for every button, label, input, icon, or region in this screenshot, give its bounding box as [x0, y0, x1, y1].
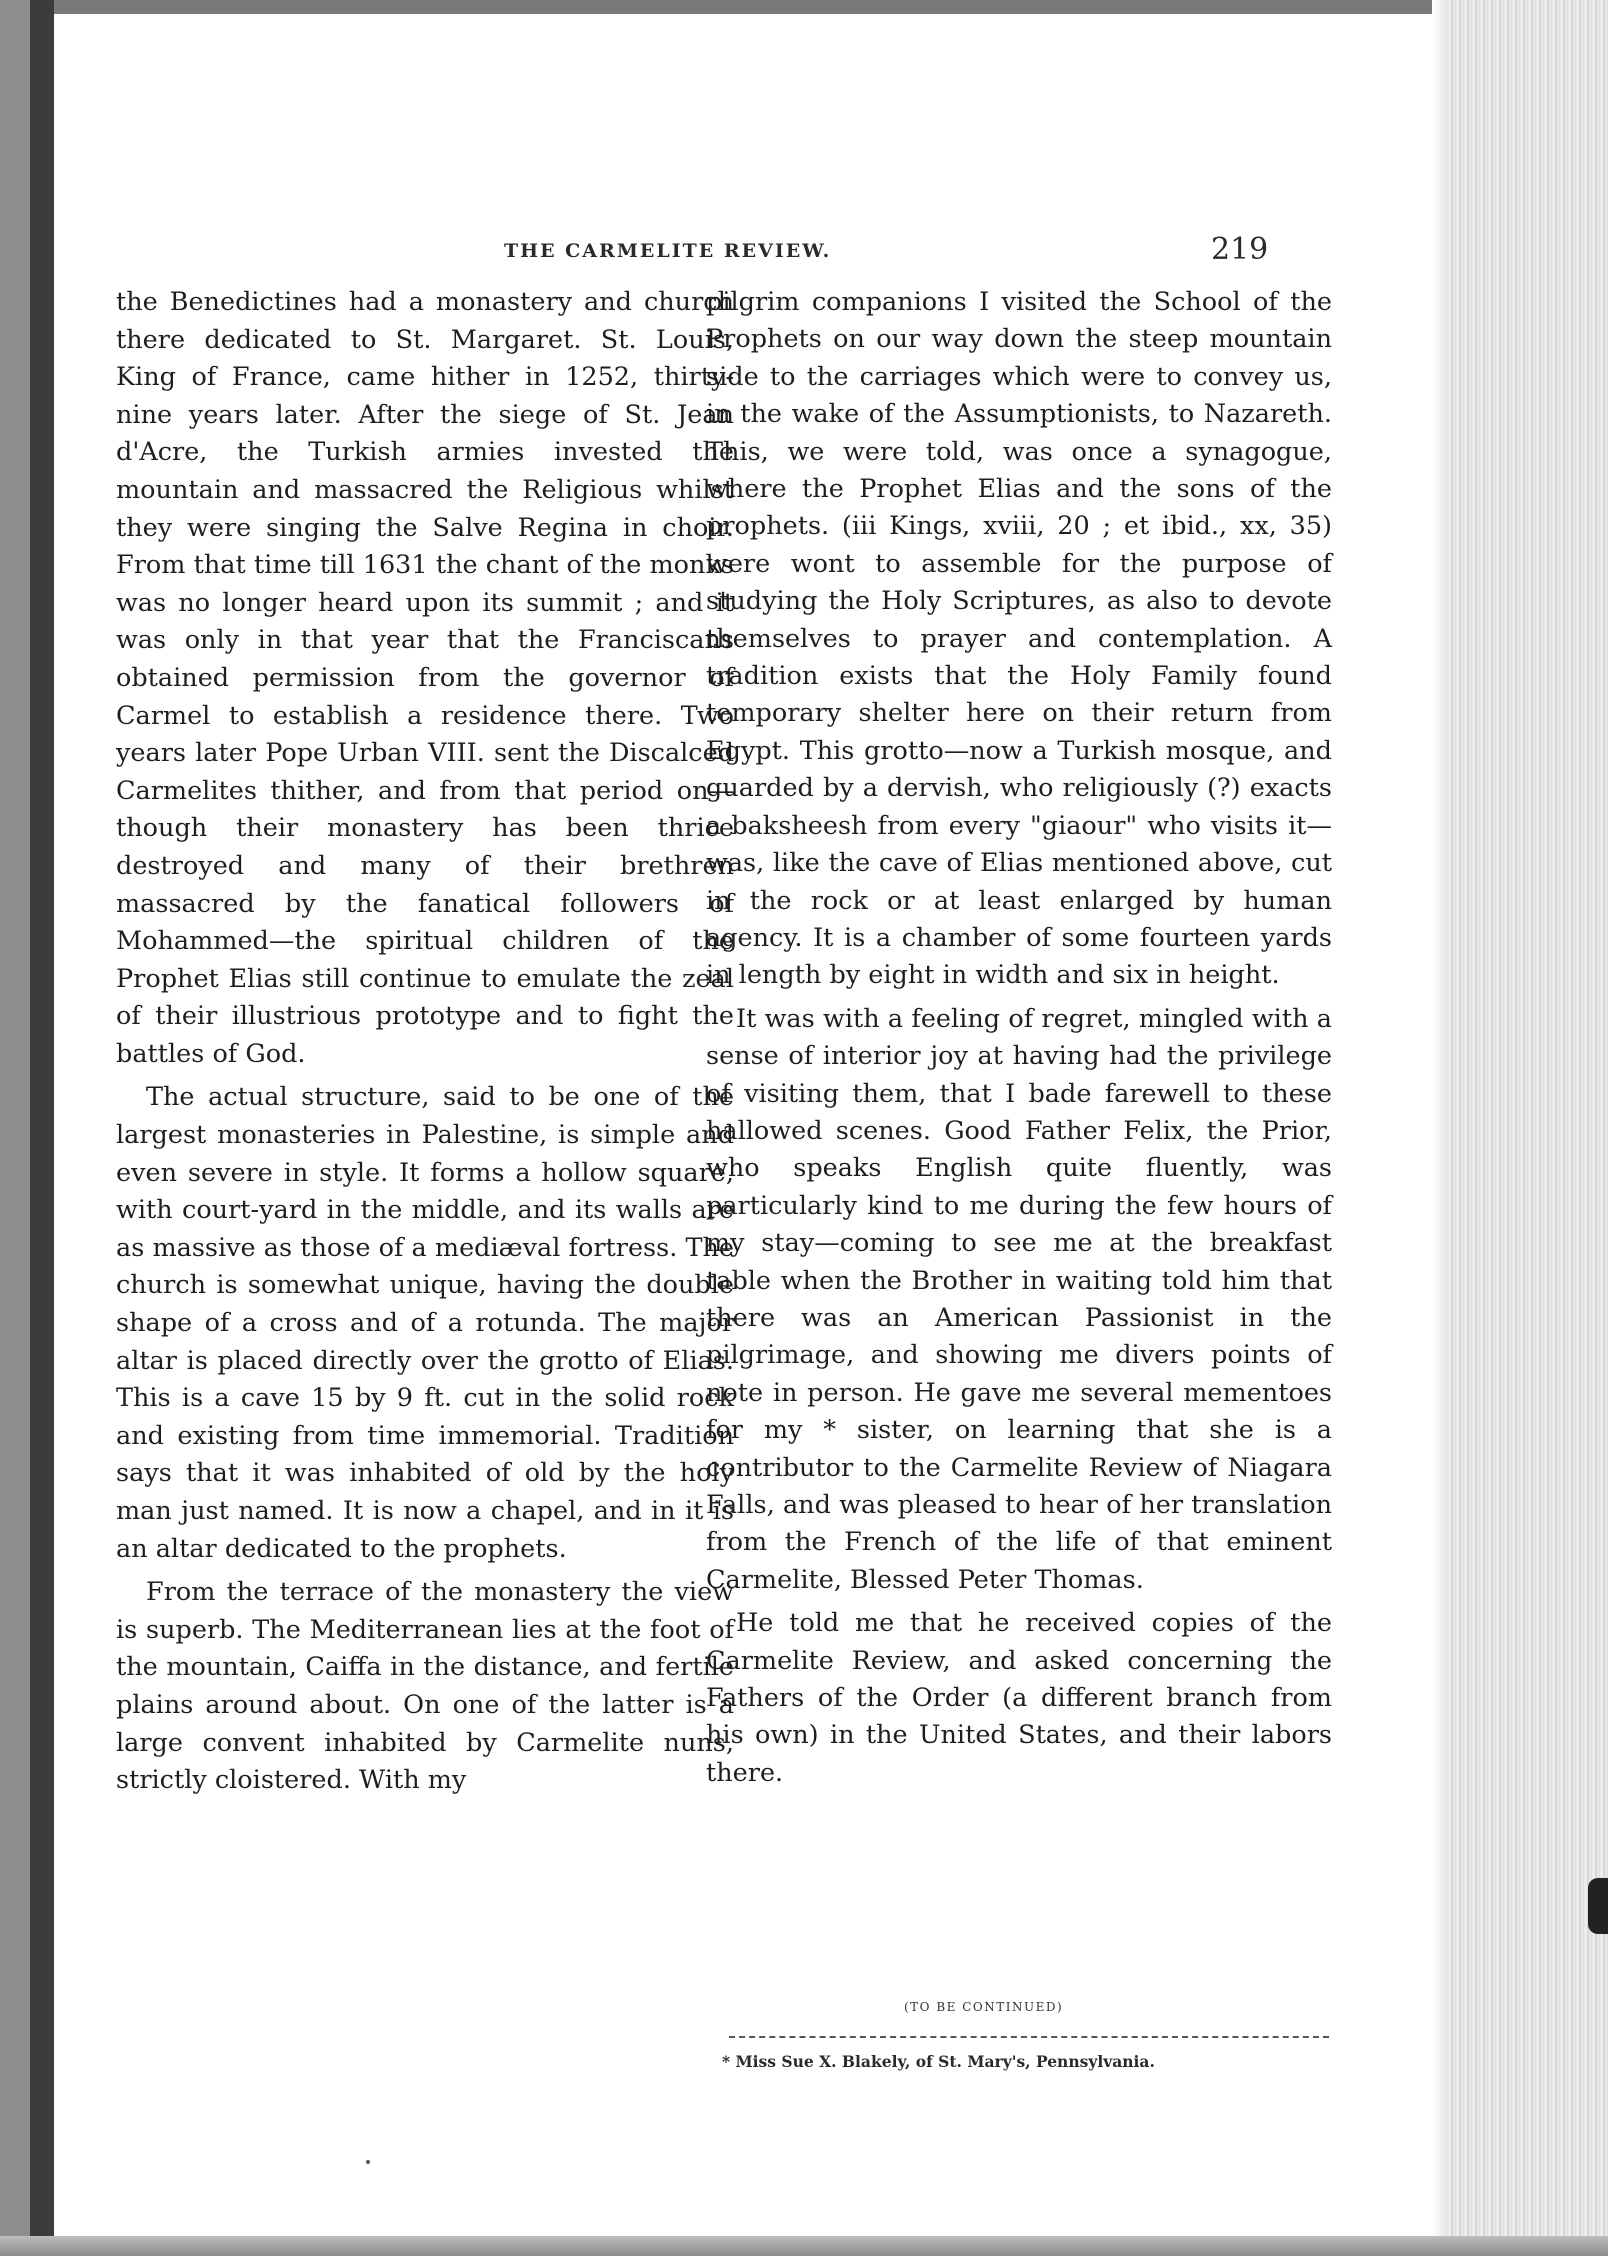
scan-speck: [366, 2160, 370, 2164]
page-number: 219: [1211, 232, 1269, 267]
scan-border-left: [0, 0, 54, 2256]
left-column: [116, 284, 734, 1800]
book-clip-mark: [1588, 1878, 1608, 1934]
to-be-continued-note: (TO BE CONTINUED): [904, 2000, 1064, 2014]
footnote-rule: [729, 2036, 1329, 2038]
scan-border-bottom: [0, 2236, 1608, 2256]
paragraph: pilgrim companions I visited the School of the Prophets on our way down the steep mountain side to the carriages which were to convey us, in the wake of the Assumptionists, to Nazareth. This, we were told, was once a synagogue, where the Prophet Elias and the sons of the prophets. (iii Kings, xviii, 20 ; et ibid., xx, 35) were wont to assemble for the purpose of studying the Holy Scriptures, as also to devote themselves to prayer and contemplation. A tradition exists that the Holy Family found temporary shelter here on their return from Egypt. This grotto—now a Turkish mosque, and guarded by a dervish, who religiously (?) exacts a baksheesh from every "giaour" who visits it—was, like the cave of Elias mentioned above, cut in the rock or at least enlarged by human agency. It is a chamber of some fourteen yards in length by eight in width and six in height.: [706, 287, 1332, 991]
scan-border-top: [0, 0, 1608, 14]
paragraph: the Benedictines had a monastery and church there dedicated to St. Margaret. St. Louis, King of France, came hither in 1252, thirty-nine years later. After the siege of St. Jean d'Acre, the Turkish armies invested the mountain and massacred the Religious whilst they were singing the Salve Regina in choir. From that time till 1631 the chant of the monks was no longer heard upon its summit ; and it was only in that year that the Franciscans obtained permission from the governor of Carmel to establish a residence there. Two years later Pope Urban VIII. sent the Discalced Carmelites thither, and from that period on—though their monastery has been thrice destroyed and many of their brethren massacred by the fanatical followers of Mohammed—the spiritual children of the Prophet Elias still continue to emulate the zeal of their illustrious prototype and to fight the battles of God.: [116, 287, 734, 1069]
book-page-edges: [1448, 0, 1608, 2256]
paragraph: From the terrace of the monastery the view is superb. The Mediterranean lies at the foot of the mountain, Caiffa in the distance, and fertile plains around about. On one of the latter is a large convent inhabited by Carmelite nuns, strictly cloistered. With my: [116, 1577, 734, 1796]
footnote: * Miss Sue X. Blakely, of St. Mary's, Pennsylvania.: [722, 2052, 1155, 2071]
running-head: THE CARMELITE REVIEW.: [504, 240, 832, 262]
paragraph: The actual structure, said to be one of the largest monasteries in Palestine, is simple and even severe in style. It forms a hollow square, with court-yard in the middle, and its walls are as massive as those of a mediæval fortress. The church is somewhat unique, having the double shape of a cross and of a rotunda. The major altar is placed directly over the grotto of Elias. This is a cave 15 by 9 ft. cut in the solid rock and existing from time immemorial. Tradition says that it was inhabited of old by the holy man just named. It is now a chapel, and in it is an altar dedicated to the prophets.: [116, 1082, 734, 1564]
right-column: [706, 284, 1332, 1792]
book-page: [54, 14, 1432, 2236]
paragraph: He told me that he received copies of the Carmelite Review, and asked concerning the Fathers of the Order (a different branch from his own) in the United States, and their labors there.: [706, 1608, 1332, 1788]
paragraph: It was with a feeling of regret, mingled with a sense of interior joy at having had the privilege of visiting them, that I bade farewell to these hallowed scenes. Good Father Felix, the Prior, who speaks English quite fluently, was particularly kind to me during the few hours of my stay—coming to see me at the breakfast table when the Brother in waiting told him that there was an American Passionist in the pilgrimage, and showing me divers points of note in person. He gave me several mementoes for my * sister, on learning that she is a contributor to the Carmelite Review of Niagara Falls, and was pleased to hear of her translation from the French of the life of that eminent Carmelite, Blessed Peter Thomas.: [706, 1003, 1332, 1595]
